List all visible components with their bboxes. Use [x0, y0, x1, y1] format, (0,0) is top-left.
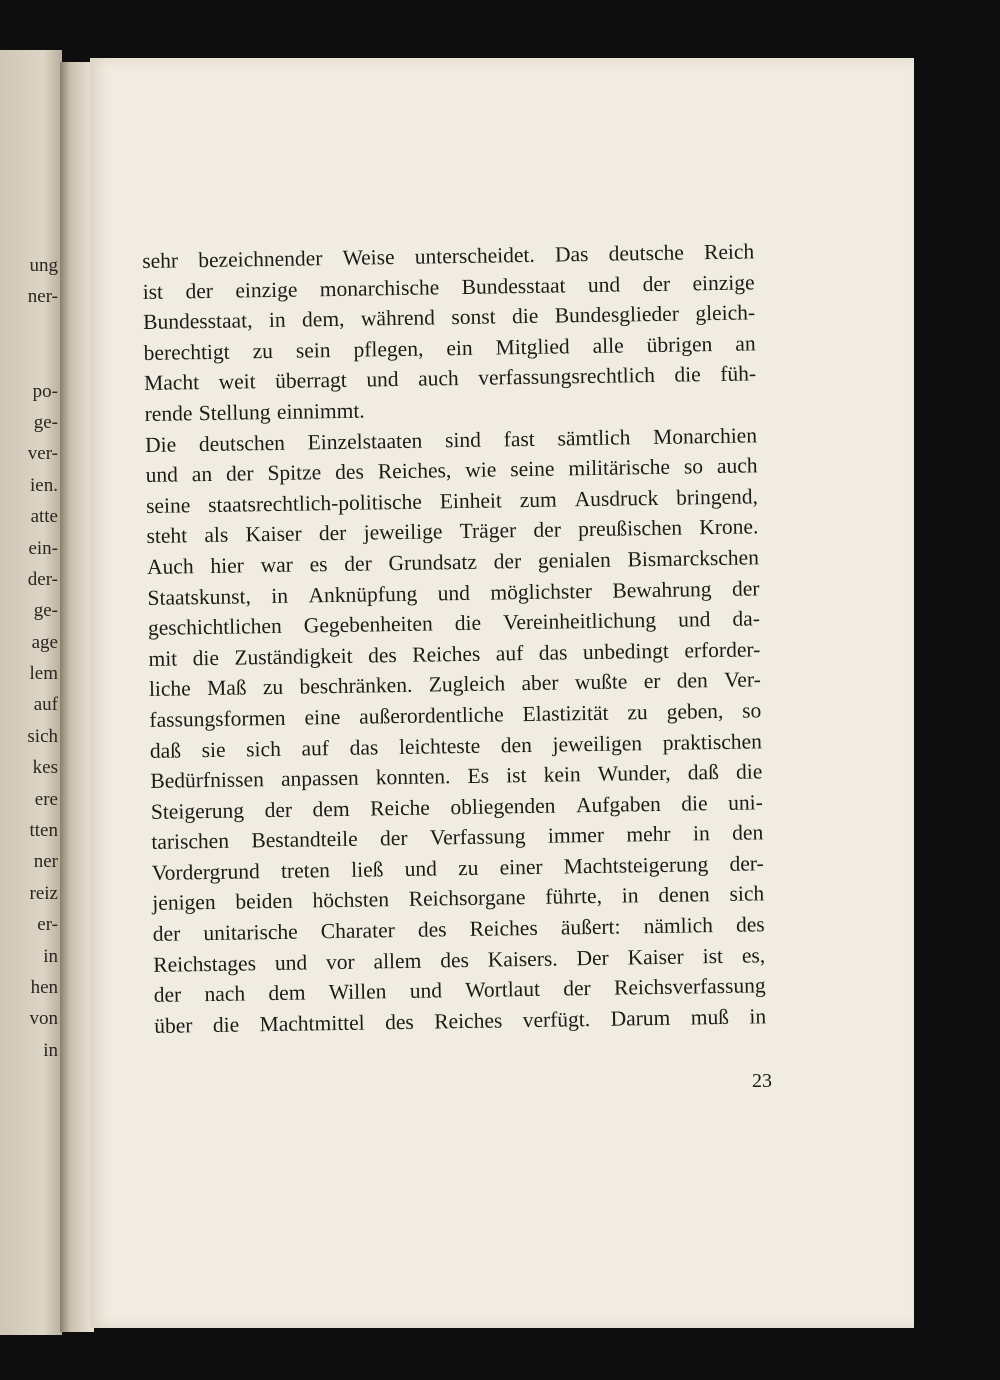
page-number: 23 — [752, 1070, 772, 1092]
text-line: mit die Zuständigkeit des Reiches auf das unbedingt erforder- — [148, 637, 761, 671]
left-page-fragment: hen — [30, 976, 58, 998]
text-line: sehr bezeichnender Weise unterscheidet. Das deutsche Reich — [142, 239, 755, 273]
text-line: der nach dem Willen und Wortlaut der Reichsverfassung — [153, 973, 766, 1008]
left-page-fragment: po- — [32, 380, 58, 402]
text-line: liche Maß zu beschränken. Zugleich aber wußte er den Ver- — [148, 667, 761, 702]
text-line: und an der Spitze des Reiches, wie seine militärische so auch — [145, 453, 758, 488]
text-line: der unitarische Charater des Reiches äußert: nämlich des — [152, 912, 765, 946]
left-page-edge — [0, 50, 62, 1335]
left-page-fragment: ere — [34, 788, 58, 810]
text-line: Reichstages und vor allem des Kaisers. Der Kaiser ist es, — [153, 942, 766, 977]
text-line: Steigerung der dem Reiche obliegenden Aufgaben die uni- — [150, 790, 763, 824]
left-page-fragment: der- — [27, 568, 58, 590]
text-line: tarischen Bestandteile der Verfassung immer mehr in den — [151, 820, 764, 855]
left-page-fragment: von — [29, 1008, 58, 1030]
left-page-fragment: ner- — [27, 286, 58, 308]
left-page-fragment: ge- — [33, 411, 58, 433]
text-line: Vordergrund treten ließ und zu einer Machtsteigerung der- — [151, 851, 764, 885]
left-page-fragment: tten — [29, 820, 58, 842]
text-line: jenigen beiden höchsten Reichsorgane führte, in denen sich — [152, 881, 765, 916]
text-line: Bedürfnissen anpassen konnten. Es ist kein Wunder, daß die — [150, 759, 763, 794]
left-page-fragment — [27, 344, 58, 375]
left-page-fragment: in — [43, 1039, 58, 1061]
left-page-fragment: ein- — [28, 537, 58, 559]
left-page-fragment: auf — [33, 694, 58, 716]
text-line: Bundesstaat, in dem, während sonst die Bundesglieder gleich- — [143, 300, 756, 335]
text-line: Die deutschen Einzelstaaten sind fast sämtlich Monarchien — [144, 422, 758, 457]
text-line: berechtigt zu sein pflegen, ein Mitglied alle übrigen an — [143, 331, 756, 365]
left-page-fragment: ge- — [33, 600, 58, 622]
text-line: Staatskunst, in Anknüpfung und möglichster Bewahrung der — [147, 575, 760, 610]
text-line: Macht weit überragt und auch verfassungsrechtlich die füh- — [143, 361, 757, 396]
left-page-fragment: reiz — [29, 882, 58, 904]
text-line: daß sie sich auf das leichteste den jeweiligen praktischen — [149, 728, 763, 763]
left-page-fragment: sich — [27, 725, 58, 747]
left-page-fragment: in — [43, 945, 58, 967]
right-page — [90, 58, 914, 1328]
left-page-fragment: ner — [33, 851, 58, 873]
text-line: steht als Kaiser der jeweilige Träger der preußischen Krone. — [146, 514, 759, 549]
left-page-fragment: age — [31, 631, 58, 653]
text-line: geschichtlichen Gegebenheiten die Vereinheitlichung und da- — [147, 606, 761, 641]
left-page-fragment: kes — [32, 757, 58, 779]
left-page-fragment: ver- — [27, 443, 58, 465]
left-page-fragments — [27, 250, 58, 1066]
text-line: über die Machtmittel des Reiches verfügt. Darum muß in — [154, 1004, 767, 1038]
book-gutter — [60, 62, 94, 1332]
text-line: ist der einzige monarchische Bundesstaat und der einzige — [142, 269, 755, 304]
text-line: seine staatsrechtlich-politische Einheit zum Ausdruck bringend, — [145, 484, 759, 518]
left-page-fragment: ien. — [30, 474, 58, 496]
left-page-fragment — [27, 313, 58, 344]
text-line: fassungsformen eine außerordentliche Elastizität zu geben, so — [149, 698, 762, 732]
page-body-text — [142, 236, 766, 1041]
text-line: Auch hier war es der Grundsatz der genialen Bismarckschen — [146, 545, 760, 579]
left-page-fragment: lem — [29, 663, 58, 685]
left-page-fragment: atte — [30, 506, 58, 528]
text-line: rende Stellung einnimmt. — [144, 398, 365, 426]
left-page-fragment: ung — [29, 255, 58, 276]
left-page-fragment: er- — [37, 914, 58, 936]
